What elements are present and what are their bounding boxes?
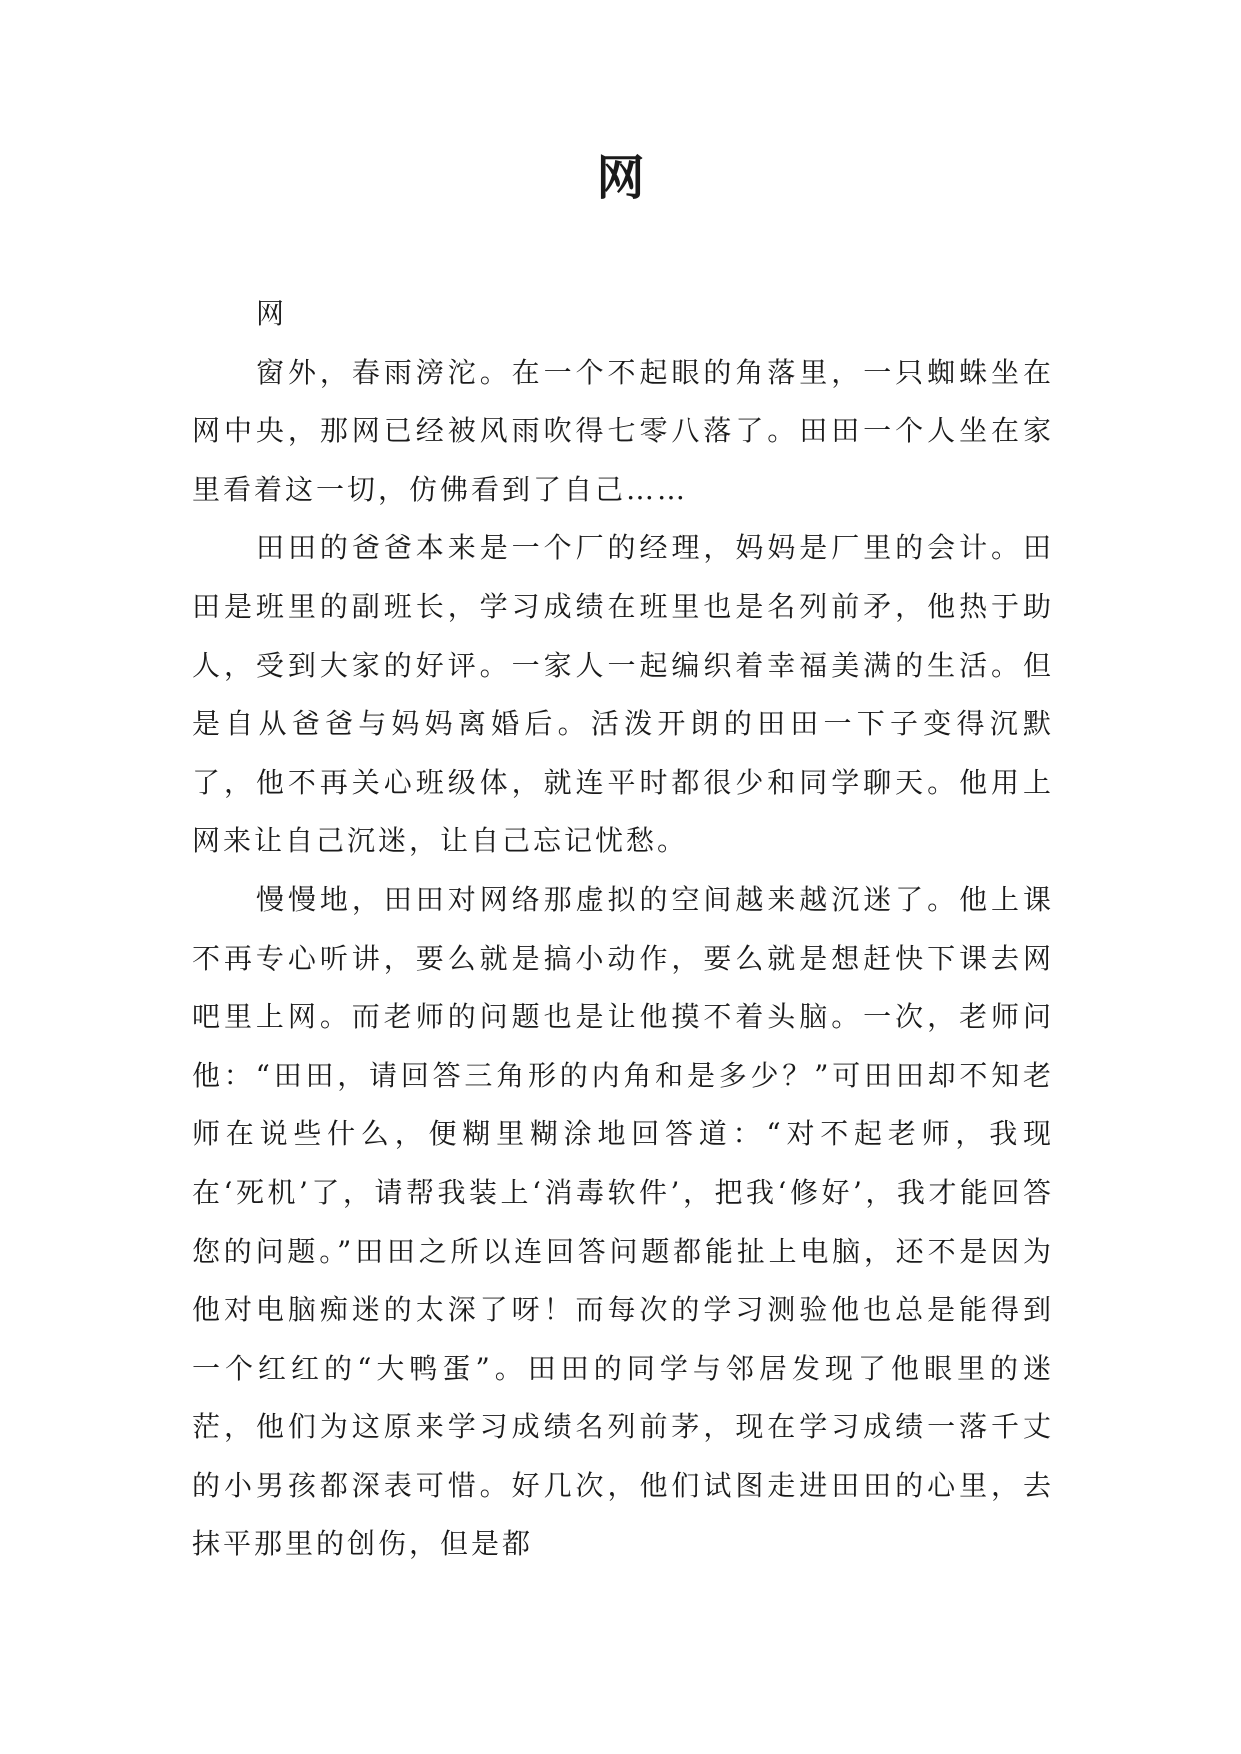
paragraph: 田田的爸爸本来是一个厂的经理，妈妈是厂里的会计。田田是班里的副班长，学习成绩在班里也是名列前矛，他热于助人，受到大家的好评。一家人一起编织着幸福美满的生活。但是自从爸爸与妈妈离婚后。活泼开朗的田田一下子变得沉默了，他不再关心班级体，就连平时都很少和同学聊天。他用上网来让自己沉迷，让自己忘记忧愁。 bbox=[192, 531, 1054, 858]
paragraph-heading: 网 bbox=[256, 297, 288, 330]
document-body bbox=[192, 285, 1054, 1574]
paragraph: 慢慢地，田田对网络那虚拟的空间越来越沉迷了。他上课不再专心听讲，要么就是搞小动作，要么就是想赶快下课去网吧里上网。而老师的问题也是让他摸不着头脑。一次，老师问他：“田田，请回答三角形的内角和是多少？”可田田却不知老师在说些什么，便糊里糊涂地回答道：“对不起老师，我现在‘死机’了，请帮我装上‘消毒软件’，把我‘修好’，我才能回答您的问题。”田田之所以连回答问题都能扯上电脑，还不是因为他对电脑痴迷的太深了呀！而每次的学习测验他也总是能得到一个红红的“大鸭蛋”。田田的同学与邻居发现了他眼里的迷茫，他们为这原来学习成绩名列前茅，现在学习成绩一落千丈的小男孩都深表可惜。好几次，他们试图走进田田的心里，去抹平那里的创伤，但是都 bbox=[192, 882, 1054, 1561]
document-title: 网 bbox=[596, 150, 645, 206]
paragraph: 窗外，春雨滂沱。在一个不起眼的角落里，一只蜘蛛坐在网中央，那网已经被风雨吹得七零八落了。田田一个人坐在家里看着这一切，仿佛看到了自己…… bbox=[192, 355, 1054, 506]
